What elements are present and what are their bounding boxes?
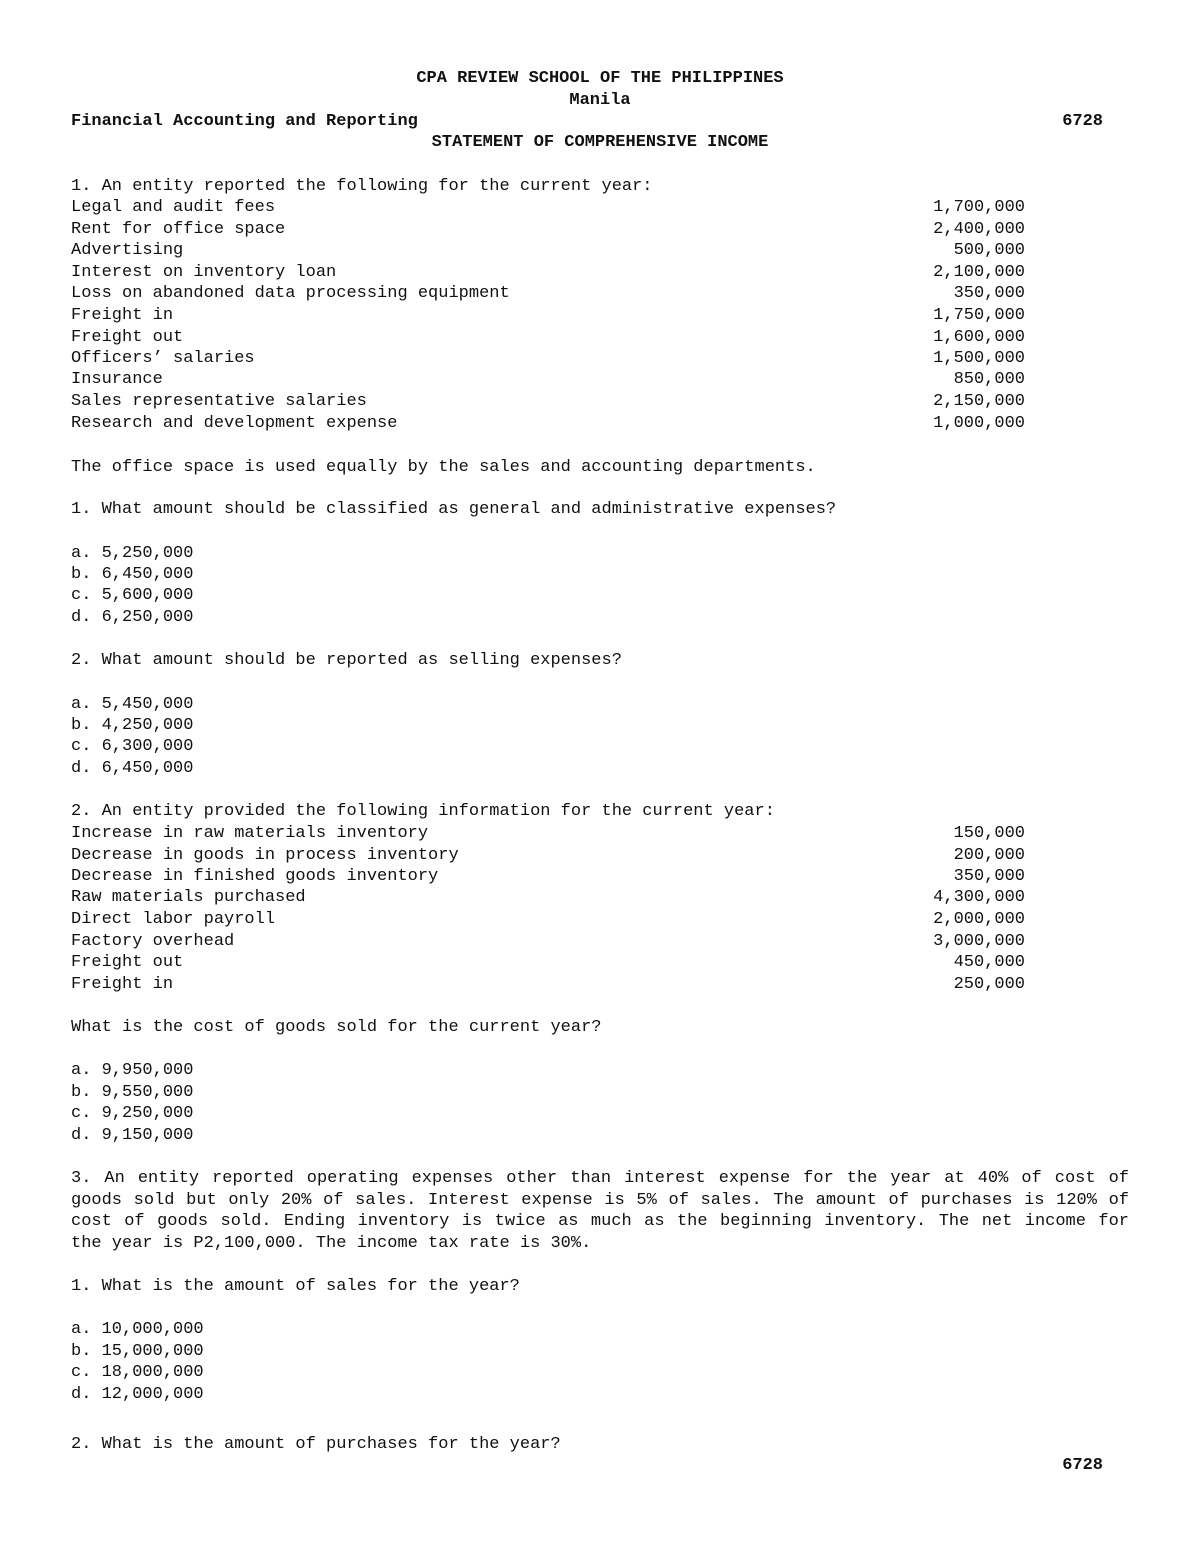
- p1-item-label: Insurance: [71, 370, 163, 389]
- choice: a. 10,000,000: [71, 1320, 204, 1339]
- p1-item-label: Interest on inventory loan: [71, 263, 337, 282]
- choice: a. 9,950,000: [71, 1061, 194, 1080]
- p1-item-label: Sales representative salaries: [71, 392, 367, 411]
- p2-item-amount: 150,000: [953, 824, 1025, 843]
- p1-item-label: Freight in: [71, 306, 174, 325]
- p1-item-amount: 1,700,000: [933, 198, 1025, 217]
- p1-item-label: Advertising: [71, 241, 184, 260]
- p1-item-label: Officers’ salaries: [71, 349, 255, 368]
- problem3-question1: 1. What is the amount of sales for the year?: [71, 1277, 520, 1296]
- header-code: 6728: [1062, 112, 1103, 131]
- choice: c. 9,250,000: [71, 1104, 194, 1123]
- choice: b. 4,250,000: [71, 716, 194, 735]
- p1-item-amount: 2,150,000: [933, 392, 1025, 411]
- p1-item-label: Loss on abandoned data processing equipment: [71, 284, 510, 303]
- p1-item-label: Legal and audit fees: [71, 198, 276, 217]
- problem1-note: The office space is used equally by the sales and accounting departments.: [71, 458, 816, 477]
- p1-item-label: Research and development expense: [71, 414, 398, 433]
- topic-title: STATEMENT OF COMPREHENSIVE INCOME: [431, 133, 769, 152]
- choice: d. 6,450,000: [71, 759, 194, 778]
- problem3-question2: 2. What is the amount of purchases for the year?: [71, 1435, 561, 1454]
- p2-item-label: Raw materials purchased: [71, 888, 306, 907]
- p2-item-amount: 2,000,000: [933, 910, 1025, 929]
- problem2-question: What is the cost of goods sold for the current year?: [71, 1018, 602, 1037]
- p1-item-label: Freight out: [71, 328, 184, 347]
- p1-item-amount: 350,000: [953, 284, 1025, 303]
- p1-item-amount: 850,000: [953, 370, 1025, 389]
- choice: b. 15,000,000: [71, 1342, 204, 1361]
- p2-item-amount: 350,000: [953, 867, 1025, 886]
- p2-item-label: Factory overhead: [71, 932, 235, 951]
- choice: b. 6,450,000: [71, 565, 194, 584]
- problem1-question2: 2. What amount should be reported as selling expenses?: [71, 651, 622, 670]
- p2-item-amount: 450,000: [953, 953, 1025, 972]
- p2-item-label: Freight out: [71, 953, 184, 972]
- choice: a. 5,450,000: [71, 695, 194, 714]
- p1-item-amount: 1,500,000: [933, 349, 1025, 368]
- p1-item-amount: 1,600,000: [933, 328, 1025, 347]
- p2-item-amount: 200,000: [953, 846, 1025, 865]
- school-city: Manila: [569, 91, 631, 110]
- choice: c. 6,300,000: [71, 737, 194, 756]
- p2-item-amount: 3,000,000: [933, 932, 1025, 951]
- choice: b. 9,550,000: [71, 1083, 194, 1102]
- p1-item-label: Rent for office space: [71, 220, 286, 239]
- p1-item-amount: 500,000: [953, 241, 1025, 260]
- p1-item-amount: 2,400,000: [933, 220, 1025, 239]
- problem1-question1: 1. What amount should be classified as general and administrative expenses?: [71, 500, 837, 519]
- footer-code: 6728: [1062, 1456, 1103, 1475]
- p1-item-amount: 2,100,000: [933, 263, 1025, 282]
- p2-item-label: Freight in: [71, 975, 174, 994]
- choice: d. 12,000,000: [71, 1385, 204, 1404]
- p2-item-amount: 250,000: [953, 975, 1025, 994]
- p1-item-amount: 1,750,000: [933, 306, 1025, 325]
- problem3-paragraph: 3. An entity reported operating expenses other than interest expense for the year at 40% of cost of goods sold but only 20% of sales. Interest expense is 5% of sales. The amount of purchases is 120% of cost of goods sold. Ending inventory is twice as much as the beginning inventory. The net income for the year is P2,100,000. The income tax rate is 30%.: [71, 1169, 1129, 1253]
- choice: c. 5,600,000: [71, 586, 194, 605]
- p2-item-label: Increase in raw materials inventory: [71, 824, 429, 843]
- p2-item-amount: 4,300,000: [933, 888, 1025, 907]
- p2-item-label: Decrease in finished goods inventory: [71, 867, 439, 886]
- choice: d. 9,150,000: [71, 1126, 194, 1145]
- problem2-intro: 2. An entity provided the following information for the current year:: [71, 802, 775, 821]
- choice: a. 5,250,000: [71, 544, 194, 563]
- p1-item-amount: 1,000,000: [933, 414, 1025, 433]
- problem1-intro: 1. An entity reported the following for the current year:: [71, 177, 653, 196]
- school-name: CPA REVIEW SCHOOL OF THE PHILIPPINES: [416, 69, 784, 88]
- choice: d. 6,250,000: [71, 608, 194, 627]
- subject-title: Financial Accounting and Reporting: [71, 112, 418, 131]
- p2-item-label: Decrease in goods in process inventory: [71, 846, 459, 865]
- choice: c. 18,000,000: [71, 1363, 204, 1382]
- p2-item-label: Direct labor payroll: [71, 910, 276, 929]
